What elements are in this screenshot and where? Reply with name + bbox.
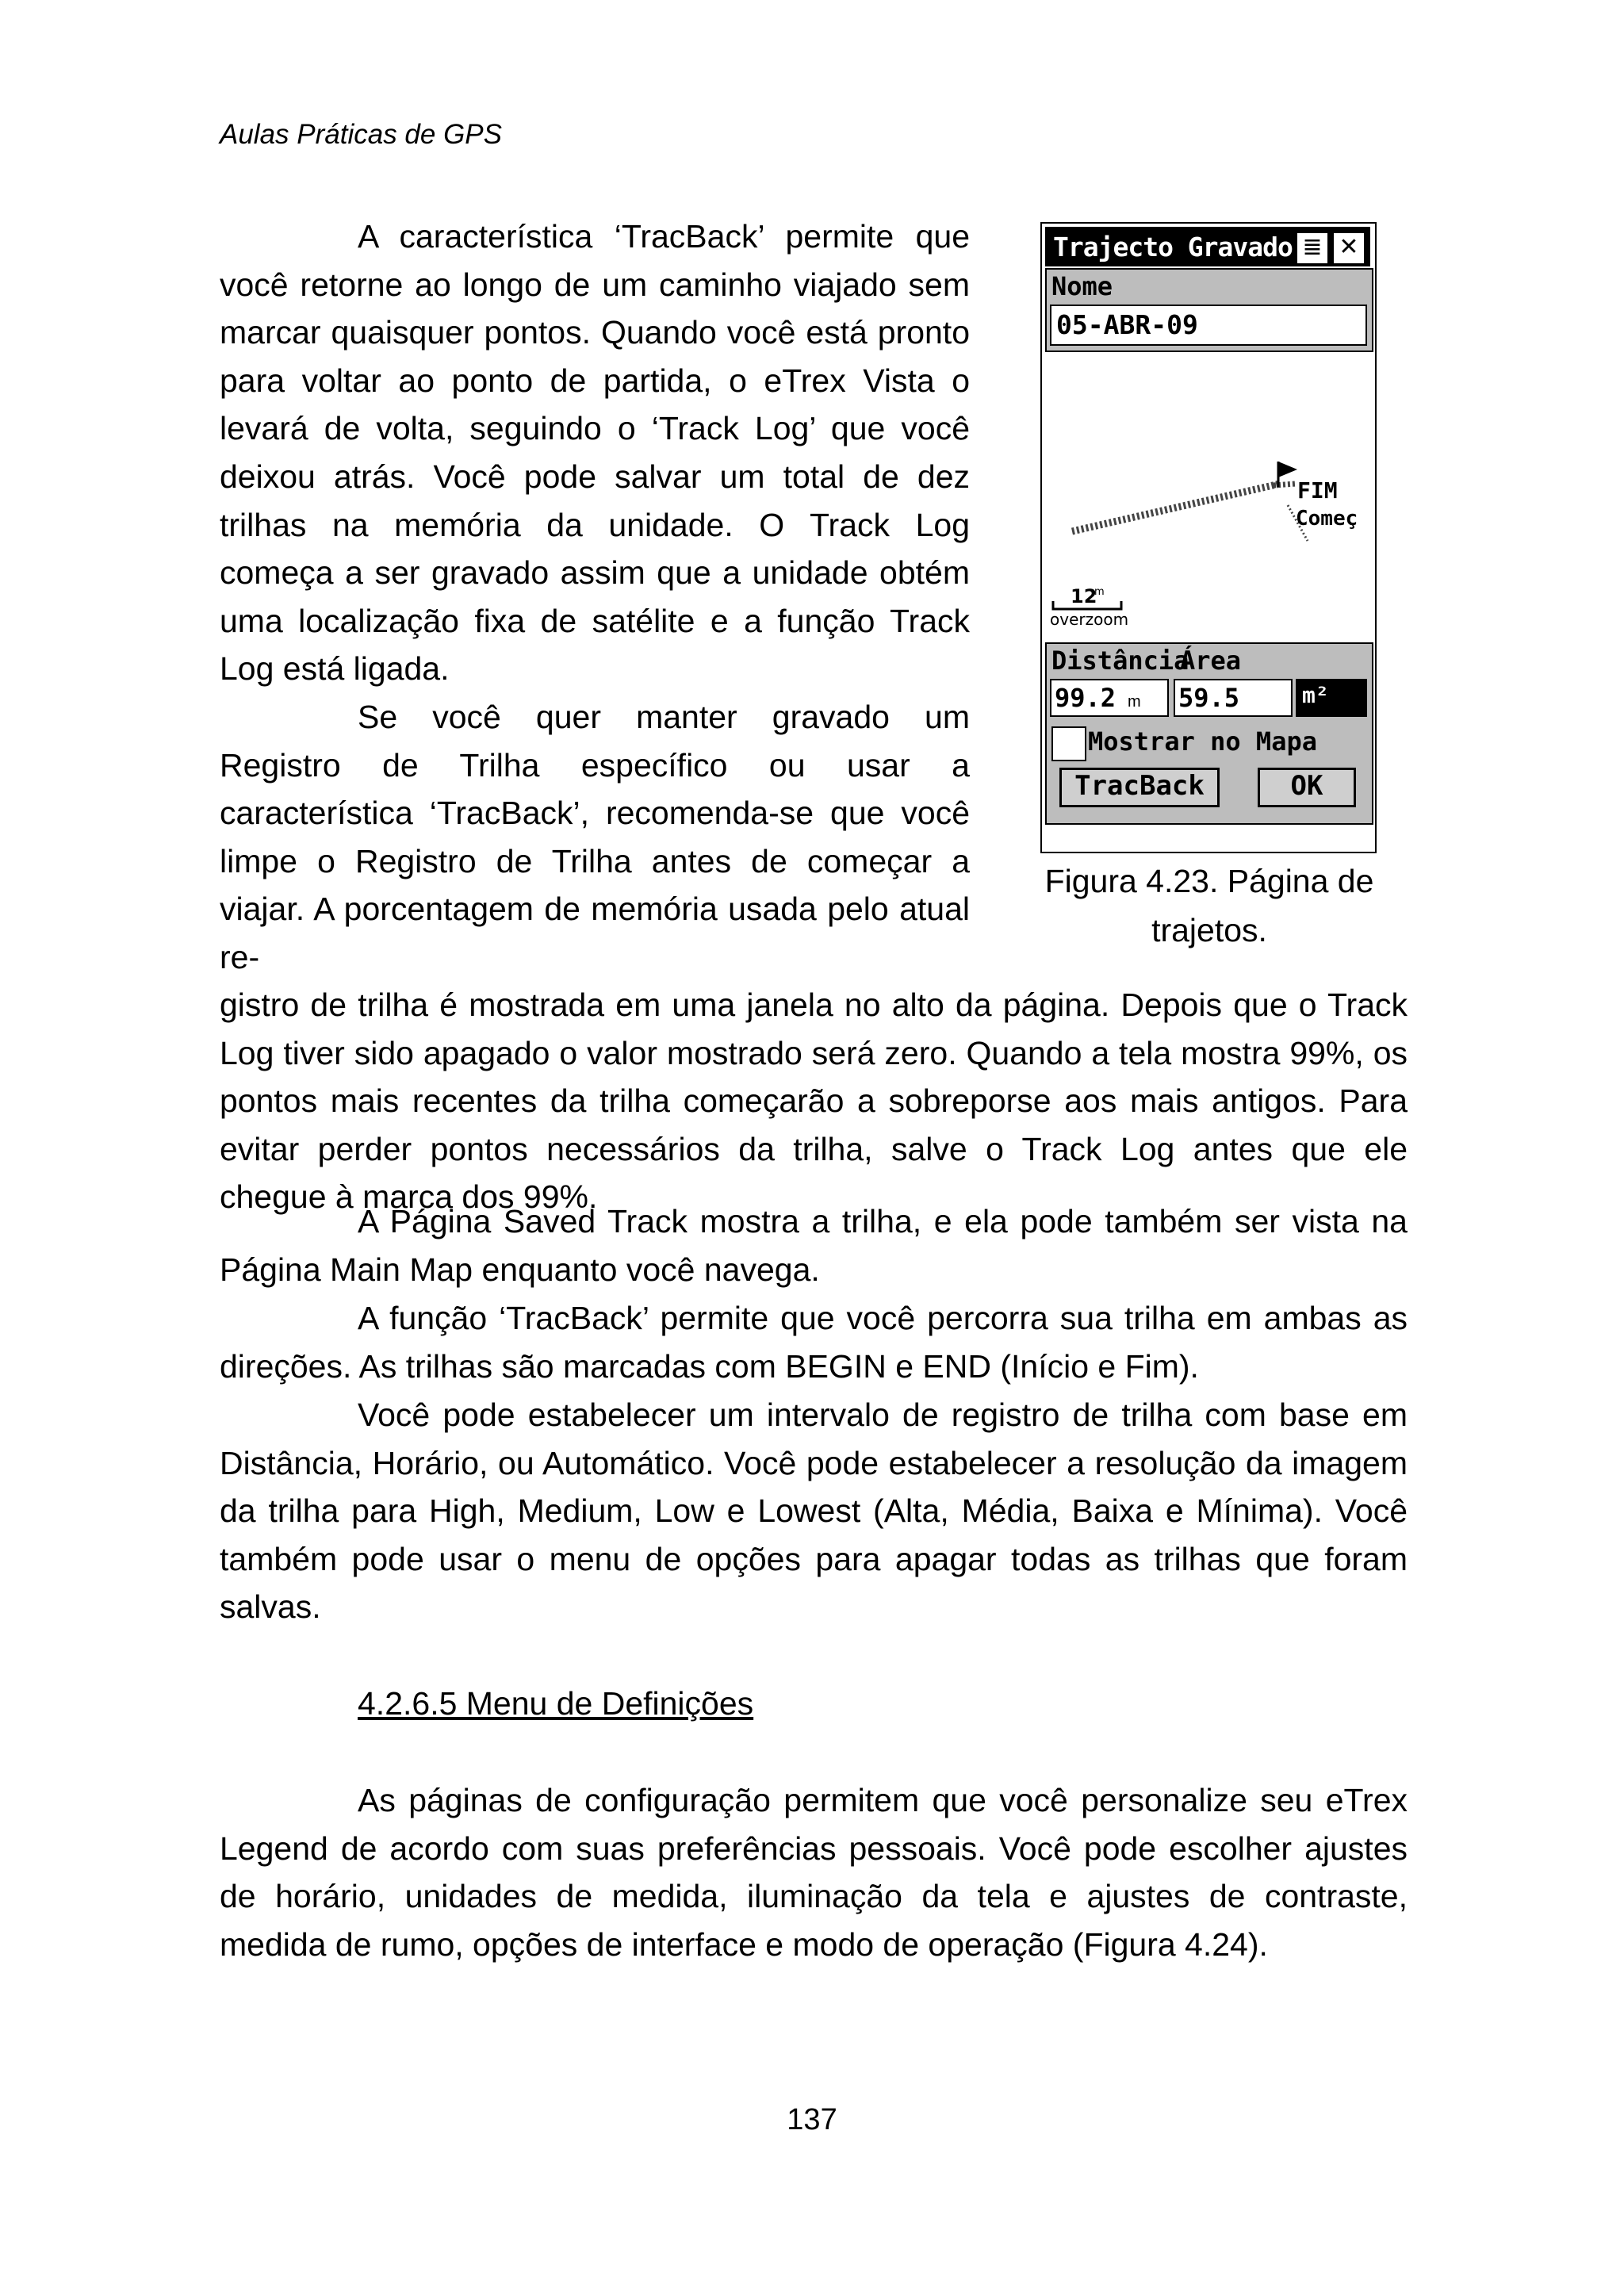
scale-value: 12 <box>1071 585 1097 607</box>
paragraph-setup-pages: As páginas de configuração permitem que você personalize seu eTrex Legend de acordo com suas preferências pessoais. Você pode escolher ajustes de horário, unidades de medida, iluminação da tela e ajustes de contraste, medida de rumo, opções de interface e modo de operação (Figura 4.24). <box>220 1782 1408 1963</box>
area-unit-selector[interactable] <box>1296 679 1367 717</box>
running-header: Aulas Práticas de GPS <box>220 119 502 150</box>
paragraph-track-log-memory: gistro de trilha é mostrada em uma janela no alto da página. Depois que o Track Log tiver sido apagado o valor mostrado será zero. Quando a tela mostra 99%, os pontos mais recentes da trilha começarão a sobreporse aos mais antigos. Para evitar perder pontos necessários da trilha, salve o Track Log antes que ele chegue à marca dos 99%. <box>220 987 1408 1216</box>
show-on-map-label: Mostrar no Mapa <box>1088 726 1317 757</box>
paragraph-tracback-directions: A função ‘TracBack’ permite que você percorra sua trilha em ambas as direções. As trilhas são marcadas com BEGIN e END (Início e Fim). <box>220 1300 1408 1385</box>
menu-icon[interactable]: ≣ <box>1296 232 1329 265</box>
distance-field <box>1050 679 1169 717</box>
fim-label: FIM <box>1297 477 1338 504</box>
flag-icon <box>1278 462 1297 477</box>
gps-title: Trajecto Gravado <box>1053 232 1293 262</box>
gps-title-bar <box>1045 227 1370 266</box>
distance-unit: m <box>1128 693 1141 711</box>
close-icon[interactable]: ✕ <box>1332 232 1365 265</box>
paragraph-track-log-clear: Se você quer manter gravado um Registro de Trilha específico ou usar a característica ‘TracBack’, recomenda-se que você limpe o Registro de Trilha antes de começar a viajar. A porcentagem de memória usada pelo atual re- <box>220 699 970 975</box>
distance-label: Distância <box>1051 646 1189 676</box>
track-map[interactable] <box>1042 351 1375 628</box>
page-number: 137 <box>787 2103 837 2136</box>
comeco-label: Começ <box>1296 507 1358 531</box>
paragraph-saved-track: A Página Saved Track mostra a trilha, e ela pode também ser vista na Página Main Map enquanto você navega. <box>220 1203 1408 1288</box>
area-field <box>1174 679 1293 717</box>
scale-unit: m <box>1094 586 1105 598</box>
overzoom-label: overzoom <box>1050 610 1129 628</box>
area-unit: m² <box>1302 682 1329 708</box>
name-panel <box>1045 268 1373 352</box>
tracback-button[interactable]: TracBack <box>1059 768 1220 807</box>
area-value: 59.5 <box>1178 683 1240 713</box>
ok-button[interactable]: OK <box>1258 768 1356 807</box>
paragraph-track-interval: Você pode estabelecer um intervalo de registro de trilha com base em Distância, Horário, ou Automático. Você pode estabelecer a resolução da imagem da trilha para High, Medium, Low e Lowest (Alta, Média, Baixa e Mínima). Você também pode usar o menu de opções para apagar todas as trilhas que foram salvas. <box>220 1397 1408 1626</box>
section-heading: 4.2.6.5 Menu de Definições <box>358 1685 754 1722</box>
show-on-map-checkbox[interactable] <box>1051 726 1086 761</box>
paragraph-tracback-intro: A característica ‘TracBack’ permite que você retorne ao longo de um caminho viajado sem marcar quaisquer pontos. Quando você está pronto para voltar ao ponto de partida, o eTrex Vista o levará de volta, seguindo o ‘Track Log’ que você deixou atrás. Você pode salvar um total de dez trilhas na memória da unidade. O Track Log começa a ser gravado assim que a unidade obtém uma localização fixa de satélite e a função Track Log está ligada. <box>220 218 970 688</box>
name-value: 05-ABR-09 <box>1056 309 1198 340</box>
stats-panel <box>1045 642 1373 825</box>
name-field[interactable] <box>1050 305 1367 346</box>
name-label: Nome <box>1051 271 1113 301</box>
area-label: Área <box>1180 646 1242 676</box>
track-line <box>1072 484 1280 531</box>
figure-caption: Figura 4.23. Página de trajetos. <box>1044 863 1374 948</box>
distance-value: 99.2 <box>1055 683 1116 713</box>
gps-screen-figure <box>1040 222 1377 853</box>
